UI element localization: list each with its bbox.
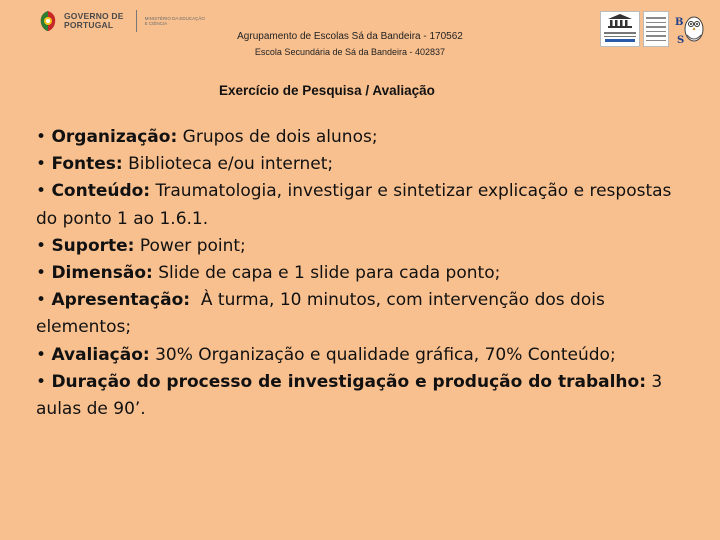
item-text: Power point; [134,235,246,256]
government-logo [38,10,207,32]
school-logo-letter-b: B [675,17,684,28]
unesco-temple-icon [607,14,633,28]
item-label: Organização: [51,127,178,147]
logo-divider [136,10,137,32]
item-label: Conteúdo: [51,181,151,202]
ministry-name: MINISTÉRIO DA EDUCAÇÃO E CIÊNCIA [144,15,205,26]
partner-logos [600,11,708,49]
item-text: 3 aulas de 90’. [36,371,663,420]
unesco-logo [600,11,640,47]
portugal-emblem-icon [38,10,58,32]
list-item-avaliacao: • Avaliação: 30% Organização e qualidade gráfica, 70% Conteúdo; [36,344,616,365]
list-item-apresentacao: • Apresentação: À turma, 10 minutos, com intervenção dos dois elementos; [36,290,611,338]
school-logo-letter-s: S [677,35,685,46]
school-name: Escola Secundária de Sá da Bandeira - 402837 [254,47,446,57]
assignment-details [36,124,676,423]
school-header [0,31,700,57]
list-item-organizacao: • Organização: Grupos de dois alunos; [36,127,378,147]
page-title: Exercício de Pesquisa / Avaliação [219,83,435,98]
network-logo [643,11,669,47]
item-label: Apresentação: [51,290,191,311]
list-item-dimensao: • Dimensão: Slide de capa e 1 slide para cada ponto; [36,263,501,284]
item-text: 30% Organização e qualidade gráfica, 70% Conteúdo; [149,344,616,365]
list-item-fontes: • Fontes: Biblioteca e/ou internet; [36,154,334,175]
item-text: Biblioteca e/ou internet; [122,154,334,175]
list-item-duracao: • Duração do processo de investigação e produção do trabalho: 3 aulas de 90’. [36,371,663,420]
school-group-name: Agrupamento de Escolas Sá da Bandeira - 170562 [237,31,463,42]
government-line1: GOVERNO DE [64,11,124,21]
item-text: Grupos de dois alunos; [177,127,378,147]
list-item-conteudo: • Conteúdo: Traumatologia, investigar e sintetizar explicação e respostas do ponto 1 ao 1.6.1. [36,181,672,229]
item-label: Avaliação: [51,344,150,365]
item-label: Dimensão: [51,263,153,284]
item-text: Slide de capa e 1 slide para cada ponto; [152,263,501,284]
item-label: Duração do processo de investigação e produção do trabalho: [51,371,647,392]
item-label: Suporte: [51,235,135,256]
list-item-suporte: • Suporte: Power point; [36,235,246,256]
item-text: À turma, 10 minutos, com intervenção dos dois elementos; [36,290,611,338]
item-label: Fontes: [51,154,123,175]
government-line2: PORTUGAL [64,20,114,30]
item-text: Traumatologia, investigar e sintetizar explicação e respostas do ponto 1 ao 1.6.1. [36,181,672,229]
school-owl-logo-icon [672,11,708,49]
government-name [64,12,124,30]
